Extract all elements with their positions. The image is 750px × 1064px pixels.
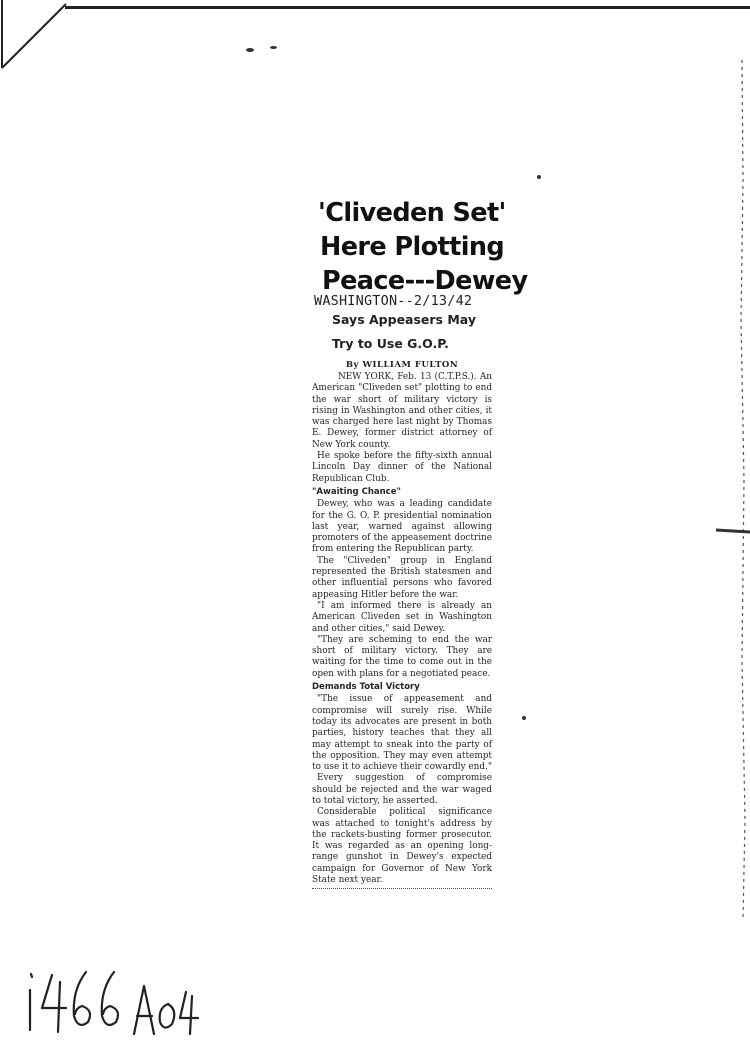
headline-line: 'Cliveden Set' [318, 198, 506, 228]
headline [312, 196, 528, 298]
scan-speck [270, 46, 277, 49]
section-subhead: "Awaiting Chance" [312, 486, 401, 497]
article-paragraph: Dewey, who was a leading candidate for the G. O. P. presidential nomination last year, warned against allowing promoters of the appeasement doctrine from entering the Republican party. [312, 499, 492, 555]
section-subhead: Demands Total Victory [312, 682, 420, 693]
headline-line: Here Plotting [320, 232, 505, 262]
subheadline-line: Says Appeasers May [332, 312, 476, 327]
article-paragraph: Every suggestion of compromise should be rejected and the war waged to total victory, he asserted. [312, 773, 492, 806]
article-paragraph: "I am informed there is already an American Cliveden set in Washington and other cities," said Dewey. [312, 600, 492, 634]
article-paragraph: "They are scheming to end the war short of military victory. They are waiting for the time to come out in the open with plans for a negotiated peace. [312, 634, 492, 679]
clipping-bottom-rule [312, 888, 492, 889]
scan-speck [522, 716, 526, 720]
newspaper-clipping [312, 196, 528, 889]
scan-speck [246, 48, 254, 52]
article-paragraph: He spoke before the fifty-sixth annual Lincoln Day dinner of the National Republican Club. [312, 451, 492, 484]
page-top-rule [65, 6, 750, 9]
handwritten-file-number [22, 930, 202, 1040]
byline: By WILLIAM FULTON [345, 360, 459, 370]
subheadline [312, 308, 492, 356]
dateline-stamp: WASHINGTON--2/13/42 [314, 293, 473, 309]
scanner-edge-noise [712, 60, 750, 920]
article-body [312, 372, 492, 889]
article-paragraph: The "Cliveden" group in England represented the British statesmen and other influential persons who favored appeasing Hitler before the war. [312, 555, 492, 600]
corner-fold-mark [0, 0, 70, 70]
article-paragraph: NEW YORK, Feb. 13 (C.T.P.S.). An American "Cliveden set" plotting to end the war short of military victory is rising in Washington and other cities, it was charged here last night by Thomas E. Dewey, former district attorney of New York county. [312, 372, 492, 450]
subheadline-line: Try to Use G.O.P. [332, 336, 449, 351]
article-paragraph: Considerable political significance was attached to tonight's address by the rackets-busting former prosecutor. It was regarded as an opening long-range gunshot in Dewey's expected campaign for Governor of New York State next year. [312, 807, 492, 886]
article-paragraph: "The issue of appeasement and compromise will surely rise. While today its advocates are present in both parties, history teaches that they all may attempt to sneak into the party of the opposition. They may even attempt to use it to achieve their cowardly end." [312, 694, 492, 773]
scan-speck [537, 175, 541, 179]
headline-line: Peace---Dewey [322, 266, 528, 296]
